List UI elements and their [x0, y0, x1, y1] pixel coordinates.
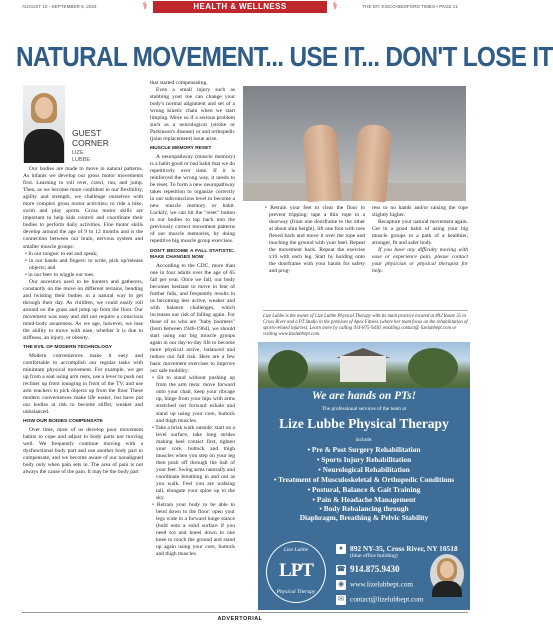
lpt-logo: Lize Lubbe LPT Physical Therapy	[266, 541, 326, 603]
paragraph: Modern conveniences make it easy and comfortable to accomplish our regular tasks with minimum physical movement. For example, we get up from a seat using arm rests, use a lever to push out recliner up from lounging in front of the TV, and use arm reachers to pick objects up from the floor These modern conveniences make life easier, but have put our bodies at risk to become stiffer, weaker and unbalanced.	[23, 352, 143, 416]
ad-subhead: The professional services of the team at	[321, 406, 407, 412]
bullet: • in our hands and fingers: to write, pick up/release objects; and	[25, 257, 143, 271]
bullet: • Take a brisk walk outside: start on a level surface, take long strides making heel contact first, tighten your core, buttock and thigh muscles when you step on your leg then push off through the ball of your feet. Swing arms naturally and coordinate breathing in and out as you walk. Feel you are walking tall, elongate your spine up to the sky.	[152, 424, 235, 502]
issue-date: AUGUST 10 - SEPTEMBER 6, 2023	[22, 4, 97, 9]
office-photo	[258, 342, 470, 388]
phone-icon: ☎	[336, 565, 346, 573]
author-bio: Lize Lubbe is the owner of Lize Lubbe Physical Therapy with its main practice located at 892 Route 35 in Cross River and a PT Studio in the premises of Apex Fitness (where her team focus on the rehabilitation of sports-related injuries). Learn more by calling 914-875-9430, emailing contact@ lizelubbept.com or visiting www.lizelubbept.com.	[263, 310, 468, 338]
paragraph: A neuropathway (muscle memory) is a habit good or bad habit that we do repetitively over time. If it is reinforced the wrong way, it needs to be reset. To form a new neuropathway takes repetition to organize correctly in our subconscious level to become a new muscle memory or habit. Luckily, we can hit the "reset" button in our bodies to tap back into the previously correct movement patterns of our muscle memories, by doing repetitive big muscle group exercises.	[150, 153, 235, 245]
website-link[interactable]: ◉ www.lizelubbept.com	[337, 580, 414, 589]
section-banner: HEALTH & WELLNESS	[153, 1, 327, 13]
article-headline: NATURAL MOVEMENT... USE IT... DON'T LOSE IT	[16, 41, 553, 72]
bullet: • Sit to stand without pushing up from the arm rests: move forward onto your chair, keep your ribcage up, hinge from your hips with arms stretched out forward exhale and stand up using your core, buttock and thigh muscles.	[152, 375, 235, 424]
map-pin-icon: ●	[336, 544, 346, 554]
service-item: • Postural, Balance & Gait Training	[307, 484, 421, 494]
address: ● 892 NY-35, Cross River, NY 10518	[336, 544, 458, 554]
footer-label: ADVERTORIAL	[217, 616, 263, 622]
bullet: • In our tongue: to eat and speak;	[25, 250, 98, 257]
mail-icon: ✉	[336, 595, 346, 605]
hero-photo	[243, 86, 466, 201]
globe-icon: ◉	[337, 581, 345, 588]
paragraph: Our ancestors used to be hunters and gatherers, constantly on the move on different terrains, bending and twisting their bodies in a natural way to get through their day. As children, we could easily roll around on the grass and jump up from the floor. Our movement was easy and did not require a conscious mind-body awareness. As we age, however, we lose the ability to move with ease, whether it is due to stiffness, an injury, or obesity.	[23, 278, 143, 342]
article-column-4	[372, 205, 468, 275]
advertisement	[258, 388, 470, 610]
footer-divider	[22, 612, 468, 613]
service-item: • Pre & Post Surgery Rehabilitation	[307, 445, 421, 454]
service-item: • Body Rebalancing through	[319, 504, 409, 514]
subheading: THE EVIL OF MODERN TECHNOLOGY	[23, 345, 113, 351]
bullet: • in our feet: to wiggle our toes.	[25, 271, 95, 278]
bullet: • Retrain your body to be able to bend down to the floor: open your legs wide in a forward lunge stance (hold onto a solid surface if you need to) and kneel down to one knee to touch the ground and stand up again using your core, buttock and thigh muscles.	[152, 502, 235, 558]
subheading: HOW OUR BODIES COMPENSATE	[23, 419, 103, 425]
paragraph: Recapture your natural movement again. Get in a good habit of using your big muscle groups to a path of a healthier, stronger, fit and safer body.	[372, 219, 468, 247]
article-column-2	[150, 80, 235, 559]
article-column-1	[23, 166, 143, 476]
guest-corner-label: GUEST CORNER	[72, 128, 109, 148]
paragraph: Even a small injury such as stubbing your toe can change your body's normal alignment and set of a wrong kinetic chain when we start limping. More so if a serious problem such as a neurological (stroke or Parkinson's disease) or and orthopedic (joint replacement) issue arise.	[150, 87, 235, 143]
service-item: • Pain & Headache Management	[312, 494, 416, 504]
paragraph: Our bodies are made to move in natural patterns. As infants we develop our gross motor movements first. Learning to roll over, crawl, run, and jump. Then, as we become more confident in our flexibility, agility and strength, we challenge ourselves with more complex gross motor activities; to ride a bike, swim and play sports. Gross motor skills are important to help kids control and coordinate their bodies to perform daily activities. Fine motor skills develop around the age of 9 to 12 months and is the connection between our brain, nervous system and smaller muscle groups:	[23, 166, 143, 250]
author-photo	[23, 85, 65, 163]
paragraph: According to the CDC, more than one in four adults over the age of 65 fall per year. Once we fall, our body becomes hesitant to move in fear of further falls, and frequently results in us becoming less active, weaker and with balance challenges, which increases our risk of falling again. For those of us who are "baby boomers" (born between 1946-1964), we should start using our big muscle groups again in our day-to-day life to become more physical active, balanced and reduce our fall risk. Here are a few basic movement exercises to improve our safe mobility:	[150, 262, 235, 375]
caduceus-icon: ⚕	[332, 1, 338, 12]
ad-business-name: Lize Lubbe Physical Therapy	[279, 416, 449, 431]
subheading: DON'T BECOME A FALL STATISTIC. MAKE CHANGES NOW	[150, 248, 235, 261]
ad-headline: We are hands on PTs!	[311, 390, 417, 402]
caduceus-icon: ⚕	[142, 1, 148, 12]
paragraph: Over time, most of us develop poor movement habits to cope and adjust to body parts not moving well. We frequently continue moving with a dysfunctional body part and use another body part to compensate, and we become aware of our nonaligned body only when pain sets in. The area of pain is not always the cause of the pain. It may be the body part	[23, 426, 143, 475]
ad-include-label: include:	[355, 437, 373, 443]
article-column-3	[263, 205, 365, 275]
paragraph: ress to no hands and/or raising the rope slightly higher.	[372, 205, 468, 219]
bullet: • Retrain your feet to clear the floor to prevent tripping: tape a thin rope in a doorway (from one doorframe to the other at about shin height), lift one foot with toes flexed back and move it over the rope and touching the ground with your heel. Repeat the movement back. Repeat the exercise x10 with each leg. Start by holding onto the doorframe with your hands for safety and prog-	[265, 205, 365, 275]
email-link[interactable]: ✉ contact@lizelubbept.com	[336, 595, 423, 605]
paragraph: that started compensating.	[150, 80, 208, 86]
therapist-headshot	[430, 554, 464, 594]
service-item: • Neurological Rehabilitation	[318, 464, 410, 474]
service-item: • Sports Injury Rehabilitation	[316, 454, 412, 464]
service-item-continued: Diaphragm, Breathing & Pelvic Stability	[299, 513, 429, 523]
author-name: LIZE LUBBE	[72, 150, 91, 163]
service-item: • Treatment of Musculoskeletal & Orthopedic Conditions	[273, 474, 455, 484]
subheading: MUSCLE MEMORY RESET	[150, 146, 212, 152]
service-list	[262, 445, 466, 522]
paper-page: THE MT. KISCO-BEDFORD TIMES • PAGE 21	[362, 4, 458, 9]
phone-link[interactable]: ☎ 914.875.9430	[336, 564, 400, 574]
masthead	[0, 0, 480, 16]
address-note: (blue office building)	[350, 553, 398, 559]
paragraph: If you have any difficulty moving with ease or experience pain, please contact your physician or physical therapist for help.	[372, 247, 468, 275]
